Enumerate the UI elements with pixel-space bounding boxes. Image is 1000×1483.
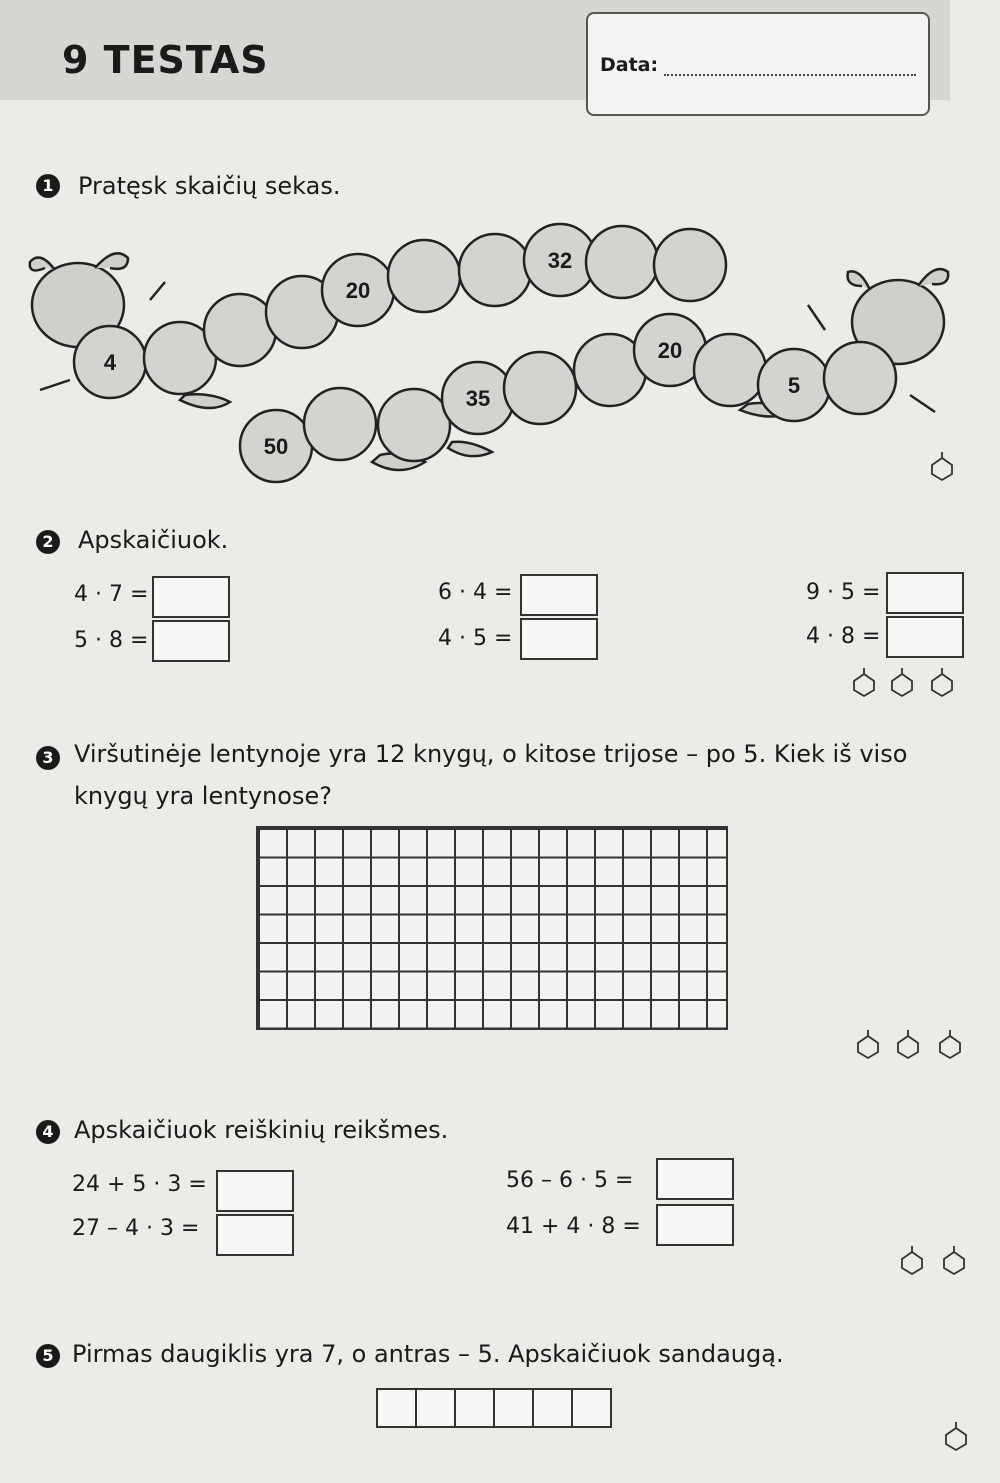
foot-1 [180, 394, 230, 408]
answer-cell[interactable] [415, 1388, 456, 1428]
apple-score-icon[interactable] [892, 668, 912, 696]
segment-number: 20 [345, 278, 371, 303]
answer-cell[interactable] [493, 1388, 534, 1428]
expression: 24 + 5 · 3 = [72, 1172, 207, 1197]
answer-box[interactable] [520, 574, 598, 616]
answer-cell[interactable] [454, 1388, 495, 1428]
lower-segment[interactable] [694, 334, 766, 406]
equation: 9 · 5 = [806, 580, 881, 605]
answer-box[interactable] [656, 1158, 734, 1200]
apple-score-icon[interactable] [944, 1246, 964, 1274]
segment-number: 50 [263, 434, 289, 459]
equation: 4 · 7 = [74, 582, 149, 607]
upper-segment[interactable] [459, 234, 531, 306]
task4-instruction: Apskaičiuok reiškinių reikšmes. [74, 1116, 449, 1144]
answer-box[interactable] [152, 620, 230, 662]
task-number-5: 5 [36, 1344, 60, 1368]
answer-box[interactable] [886, 572, 964, 614]
answer-cell[interactable] [376, 1388, 417, 1428]
task-number-2: 2 [36, 530, 60, 554]
caterpillar-illustration [0, 0, 1000, 500]
lower-segment[interactable] [304, 388, 376, 460]
lower-segment[interactable] [824, 342, 896, 414]
answer-grid[interactable] [256, 826, 728, 1030]
task5-instruction: Pirmas daugiklis yra 7, o antras – 5. Apskaičiuok sandaugą. [72, 1340, 784, 1368]
expression: 41 + 4 · 8 = [506, 1214, 641, 1239]
segment-number: 5 [787, 373, 801, 398]
antenna-left-b [95, 253, 128, 269]
answer-box[interactable] [656, 1204, 734, 1246]
task-number-1: 1 [36, 174, 60, 198]
foot-3 [448, 442, 492, 456]
apple-score-icon[interactable] [898, 1030, 918, 1058]
upper-segment[interactable] [388, 240, 460, 312]
task1-instruction: Pratęsk skaičių sekas. [78, 172, 341, 200]
antenna-left-a [30, 258, 55, 271]
antenna-right-b [918, 269, 948, 286]
equation: 6 · 4 = [438, 580, 513, 605]
answer-cell[interactable] [571, 1388, 612, 1428]
equation: 5 · 8 = [74, 628, 149, 653]
apple-score-icon[interactable] [946, 1422, 966, 1450]
date-label: Data: [600, 54, 659, 76]
antenna-right-a [848, 271, 870, 290]
task3-instruction-line1: Viršutinėje lentynoje yra 12 knygų, o kitose trijose – po 5. Kiek iš viso [74, 740, 908, 768]
page-title: 9 TESTAS [62, 38, 269, 82]
task-number-4: 4 [36, 1120, 60, 1144]
segment-number: 20 [657, 338, 683, 363]
task2-instruction: Apskaičiuok. [78, 526, 229, 554]
answer-box[interactable] [216, 1214, 294, 1256]
apple-score-icon[interactable] [932, 668, 952, 696]
upper-segment[interactable] [654, 229, 726, 301]
lower-segment[interactable] [504, 352, 576, 424]
answer-cell[interactable] [532, 1388, 573, 1428]
segment-number: 32 [547, 248, 573, 273]
answer-box[interactable] [152, 576, 230, 618]
equation: 4 · 8 = [806, 624, 881, 649]
segment-number: 4 [103, 350, 117, 375]
segment-number: 35 [465, 386, 491, 411]
equation: 4 · 5 = [438, 626, 513, 651]
apple-score-icon[interactable] [854, 668, 874, 696]
task-number-3: 3 [36, 746, 60, 770]
apple-score-icon[interactable] [902, 1246, 922, 1274]
answer-box[interactable] [216, 1170, 294, 1212]
expression: 27 – 4 · 3 = [72, 1216, 200, 1241]
task3-instruction-line2: knygų yra lentynose? [74, 782, 332, 810]
apple-score-icon[interactable] [940, 1030, 960, 1058]
apple-score-icon[interactable] [858, 1030, 878, 1058]
answer-box[interactable] [886, 616, 964, 658]
answer-box[interactable] [520, 618, 598, 660]
upper-segment[interactable] [204, 294, 276, 366]
lower-segment[interactable] [378, 389, 450, 461]
upper-segment[interactable] [586, 226, 658, 298]
answer-cells[interactable] [378, 1388, 612, 1428]
expression: 56 – 6 · 5 = [506, 1168, 634, 1193]
